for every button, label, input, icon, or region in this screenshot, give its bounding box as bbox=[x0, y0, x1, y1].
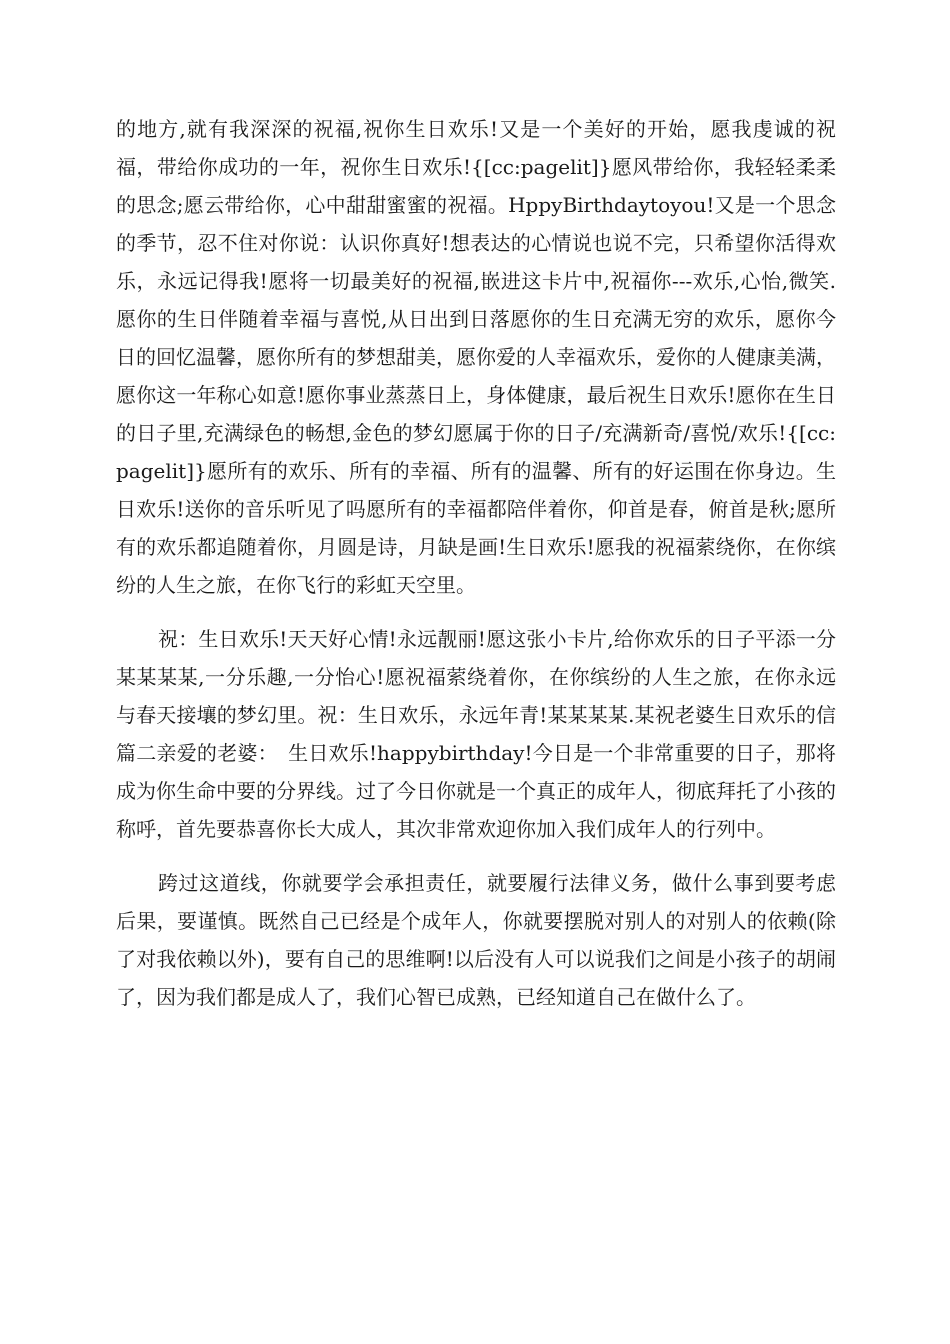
paragraph-1: 的地方,就有我深深的祝福,祝你生日欢乐!又是一个美好的开始，愿我虔诚的祝福，带给你成功的一年，祝你生日欢乐!{[cc:pagelit]}愿风带给你，我轻轻柔柔的思念;愿云带给你，心中甜甜蜜蜜的祝福。HppyBirthdaytoyou!又是一个思念的季节，忍不住对你说：认识你真好!想表达的心情说也说不完，只希望你活得欢乐，永远记得我!愿将一切最美好的祝福,嵌进这卡片中,祝福你---欢乐,心怡,微笑.愿你的生日伴随着幸福与喜悦,从日出到日落愿你的生日充满无穷的欢乐，愿你今日的回忆温馨，愿你所有的梦想甜美，愿你爱的人幸福欢乐，爱你的人健康美满，愿你这一年称心如意!愿你事业蒸蒸日上，身体健康，最后祝生日欢乐!愿你在生日的日子里,充满绿色的畅想,金色的梦幻愿属于你的日子/充满新奇/喜悦/欢乐!{[cc:pagelit]}愿所有的欢乐、所有的幸福、所有的温馨、所有的好运围在你身边。生日欢乐!送你的音乐听见了吗愿所有的幸福都陪伴着你，仰首是春，俯首是秋;愿所有的欢乐都追随着你，月圆是诗，月缺是画!生日欢乐!愿我的祝福萦绕你，在你缤纷的人生之旅，在你飞行的彩虹天空里。 bbox=[116, 117, 836, 597]
document-body bbox=[116, 110, 836, 1032]
paragraph-2: 祝：生日欢乐!天天好心情!永远靓丽!愿这张小卡片,给你欢乐的日子平添一分某某某某,一分乐趣,一分怡心!愿祝福萦绕着你，在你缤纷的人生之旅，在你永远与春天接壤的梦幻里。祝：生日欢乐，永远年青!某某某某.某祝老婆生日欢乐的信篇二亲爱的老婆： 生日欢乐!happybirthday!今日是一个非常重要的日子，那将成为你生命中要的分界线。过了今日你就是一个真正的成年人，彻底拜托了小孩的称呼，首先要恭喜你长大成人，其次非常欢迎你加入我们成年人的行列中。 bbox=[116, 627, 836, 841]
paragraph-3: 跨过这道线，你就要学会承担责任，就要履行法律义务，做什么事到要考虑后果，要谨慎。既然自己已经是个成年人，你就要摆脱对别人的对别人的依赖(除了对我依赖以外)，要有自己的思维啊!以后没有人可以说我们之间是小孩子的胡闹了，因为我们都是成人了，我们心智已成熟，已经知道自己在做什么了。 bbox=[116, 871, 836, 1009]
